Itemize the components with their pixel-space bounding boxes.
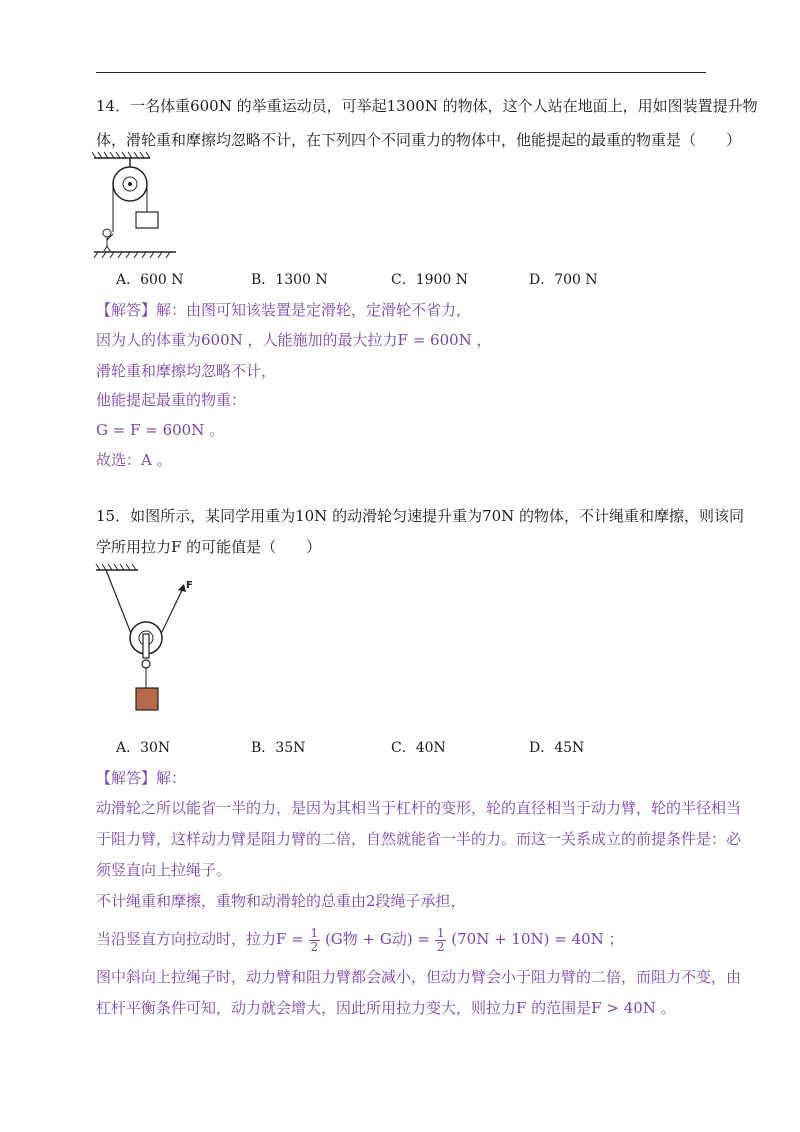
q15-formula-fraction-2 — [435, 927, 447, 954]
q15-answer-line3: 须竖直向上拉绳子。 — [96, 861, 232, 879]
fraction-numerator: 1 — [310, 925, 319, 940]
q15-formula-tail: (70N + 10N) = 40N ； — [451, 930, 624, 948]
q15-option-d[interactable]: D．45N — [529, 740, 585, 756]
q15-option-a[interactable]: A．30N — [116, 740, 171, 756]
q15-formula-prefix: 当沿竖直方向拉动时，拉力F = — [96, 930, 309, 948]
q15-stem-line2: 学所用拉力F 的可能值是（ ） — [96, 538, 322, 556]
fraction-denominator: 2 — [436, 939, 445, 954]
q14-answer-tag: 【解答】 — [96, 301, 157, 319]
q14-answer-line4: 他能提起最重的物重： — [96, 391, 247, 409]
q14-stem-line2: 体，滑轮重和摩擦均忽略不计，在下列四个不同重力的物体中，他能提起的最重的物重是（ ） — [96, 131, 742, 149]
q14-answer-text: 解：由图可知该装置是定滑轮，定滑轮不省力， — [156, 301, 472, 319]
q14-answer-line6: 故选：A 。 — [96, 451, 172, 469]
q15-option-c[interactable]: C．40N — [391, 740, 446, 756]
q15-movable-pulley-figure — [94, 560, 204, 720]
q15-answer-tag: 【解答】 — [96, 769, 157, 787]
q14-fixed-pulley-figure — [92, 150, 182, 260]
q15-stem-line1: 15．如图所示，某同学用重为10N 的动滑轮匀速提升重为70N 的物体，不计绳重和摩擦，则该同 — [96, 507, 745, 525]
q14-answer-line5: G = F = 600N 。 — [96, 421, 225, 439]
q15-answer-line1: 动滑轮之所以能省一半的力，是因为其相当于杠杆的变形，轮的直径相当于动力臂，轮的半径相当 — [96, 799, 742, 817]
q14-option-c[interactable]: C．1900 N — [391, 272, 469, 288]
q15-answer-line2: 于阻力臂，这样动力臂是阻力臂的二倍，自然就能省一半的力。而这一关系成立的前提条件是：必 — [96, 830, 742, 848]
q14-answer-line2: 因为人的体重为600N ，人能施加的最大拉力F = 600N ， — [96, 331, 492, 349]
q15-tail-line2: 杠杆平衡条件可知，动力就会增大，因此所用拉力变大，则拉力F 的范围是F > 40N 。 — [96, 999, 676, 1017]
q15-answer-head: 解： — [156, 769, 187, 787]
q15-option-b[interactable]: B．35N — [251, 740, 306, 756]
q15-formula-fraction-1 — [309, 927, 321, 954]
q14-answer-line1 — [96, 300, 716, 320]
q15-formula-mid: (G物 + G动) = — [324, 930, 435, 948]
q15-answer-line4: 不计绳重和摩擦，重物和动滑轮的总重由2段绳子承担， — [96, 892, 466, 910]
fraction-denominator: 2 — [310, 939, 319, 954]
q15-force-label: F — [186, 580, 193, 591]
q14-answer-line3: 滑轮重和摩擦均忽略不计， — [96, 362, 277, 380]
q14-stem-line1: 14．一名体重600N 的举重运动员，可举起1300N 的物体，这个人站在地面上，用如图装置提升物 — [96, 97, 758, 115]
fraction-numerator: 1 — [436, 925, 445, 940]
q14-option-a[interactable]: A．600 N — [116, 272, 184, 288]
q15-tail-line1: 图中斜向上拉绳子时，动力臂和阻力臂都会减小，但动力臂会小于阻力臂的二倍，而阻力不变，由 — [96, 968, 742, 986]
q14-option-d[interactable]: D．700 N — [529, 272, 598, 288]
q14-option-b[interactable]: B．1300 N — [251, 272, 328, 288]
q15-answer-line0 — [96, 768, 716, 788]
top-rule — [96, 72, 706, 73]
q15-formula-line — [96, 924, 716, 956]
